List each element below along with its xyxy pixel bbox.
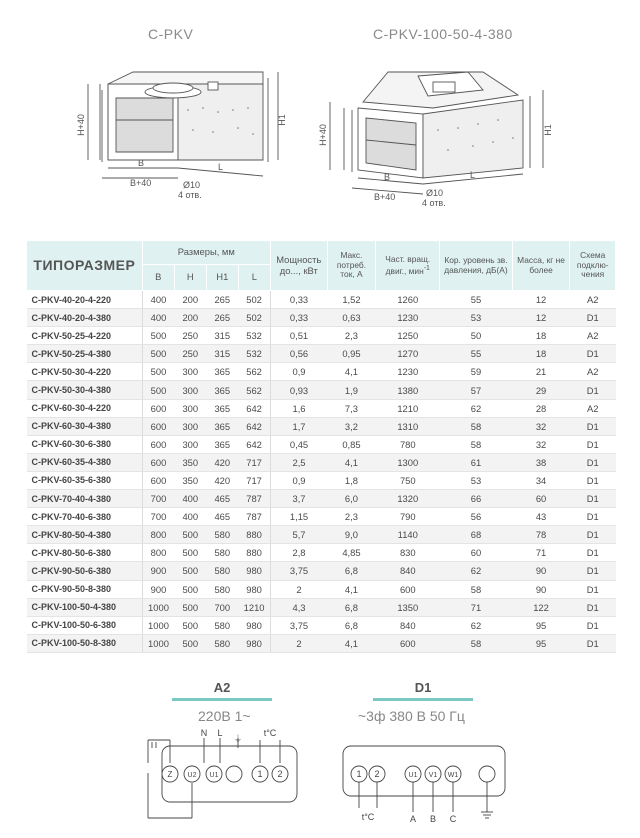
cell-h1: 580 (206, 562, 238, 580)
table-row (27, 363, 616, 381)
cell-rpm: 1230 (376, 363, 440, 381)
cell-h: 500 (174, 544, 206, 562)
dim-h1-right: H1 (543, 124, 553, 136)
cell-h1: 580 (206, 616, 238, 634)
cell-model: C-PKV-40-20-4-220 (27, 291, 143, 309)
cell-b: 600 (142, 399, 174, 417)
cell-h: 500 (174, 580, 206, 598)
cell-scheme: D1 (570, 616, 616, 634)
scheme-label-d1: D1 (373, 680, 473, 701)
cell-l: 880 (238, 544, 270, 562)
cell-current: 7,3 (327, 399, 376, 417)
cell-scheme: D1 (570, 634, 616, 652)
cell-l: 642 (238, 399, 270, 417)
cell-scheme: D1 (570, 345, 616, 363)
cell-rpm: 840 (376, 616, 440, 634)
wiring-diagram-a2 (130, 728, 310, 833)
cell-mass: 34 (512, 471, 570, 489)
cell-scheme: D1 (570, 508, 616, 526)
d1-pin-1: 1 (356, 769, 362, 779)
cell-mass: 95 (512, 634, 570, 652)
cell-mass: 78 (512, 526, 570, 544)
cell-l: 532 (238, 345, 270, 363)
cell-rpm: 1300 (376, 453, 440, 471)
cell-model: C-PKV-100-50-4-380 (27, 598, 143, 616)
cell-rpm: 1380 (376, 381, 440, 399)
table-row (27, 453, 616, 471)
a2-pin-z: Z (167, 770, 173, 779)
cell-mass: 90 (512, 562, 570, 580)
cell-b: 600 (142, 471, 174, 489)
cell-h1: 580 (206, 580, 238, 598)
dim-b-right: B (384, 172, 391, 182)
cell-l: 980 (238, 634, 270, 652)
cell-power: 4,3 (270, 598, 327, 616)
dim-b40-right: B+40 (374, 192, 396, 202)
cell-power: 0,33 (270, 309, 327, 327)
cell-noise: 57 (440, 381, 512, 399)
cell-noise: 62 (440, 399, 512, 417)
dim-holes-right: 4 отв. (422, 198, 446, 208)
cell-scheme: A2 (570, 399, 616, 417)
cell-rpm: 1270 (376, 345, 440, 363)
cell-b: 1000 (142, 616, 174, 634)
cell-h: 300 (174, 417, 206, 435)
cell-h1: 580 (206, 526, 238, 544)
cell-model: C-PKV-90-50-8-380 (27, 580, 143, 598)
cell-scheme: A2 (570, 291, 616, 309)
cell-h: 500 (174, 616, 206, 634)
cell-h: 300 (174, 363, 206, 381)
cell-current: 6,0 (327, 490, 376, 508)
cell-rpm: 1230 (376, 309, 440, 327)
cell-model: C-PKV-50-25-4-380 (27, 345, 143, 363)
cell-h1: 365 (206, 417, 238, 435)
product-title-left: C-PKV (148, 26, 194, 42)
table-row (27, 417, 616, 435)
cell-h1: 420 (206, 453, 238, 471)
dim-b40: B+40 (130, 178, 152, 188)
cell-current: 1,52 (327, 291, 376, 309)
cell-power: 0,45 (270, 435, 327, 453)
cell-l: 502 (238, 309, 270, 327)
cell-power: 3,75 (270, 562, 327, 580)
cell-model: C-PKV-70-40-4-380 (27, 490, 143, 508)
d1-pin-v1: V1 (428, 772, 438, 779)
table-row (27, 327, 616, 345)
cell-power: 2 (270, 634, 327, 652)
spec-table-body (27, 291, 616, 653)
cell-current: 3,2 (327, 417, 376, 435)
cell-scheme: A2 (570, 327, 616, 345)
cell-power: 2,8 (270, 544, 327, 562)
cell-current: 0,85 (327, 435, 376, 453)
a2-pin-1: 1 (257, 769, 263, 779)
cell-mass: 28 (512, 399, 570, 417)
cell-noise: 59 (440, 363, 512, 381)
cell-current: 4,85 (327, 544, 376, 562)
table-row (27, 291, 616, 309)
cell-noise: 60 (440, 544, 512, 562)
cell-model: C-PKV-50-30-4-380 (27, 381, 143, 399)
dim-l-right: L (470, 170, 476, 180)
header-rpm-text: Част. вращ. двиг., мин (385, 253, 431, 276)
cell-l: 532 (238, 327, 270, 345)
cell-h: 250 (174, 345, 206, 363)
cell-power: 2,5 (270, 453, 327, 471)
cell-power: 0,56 (270, 345, 327, 363)
cell-h: 300 (174, 435, 206, 453)
cell-current: 2,3 (327, 508, 376, 526)
cell-h: 200 (174, 309, 206, 327)
cell-b: 800 (142, 544, 174, 562)
header-model: ТИПОРАЗМЕР (27, 241, 143, 291)
dim-l: L (218, 162, 224, 172)
cell-h1: 265 (206, 291, 238, 309)
cell-scheme: D1 (570, 453, 616, 471)
cell-rpm: 1140 (376, 526, 440, 544)
cell-power: 0,51 (270, 327, 327, 345)
cell-current: 2,3 (327, 327, 376, 345)
cell-b: 1000 (142, 598, 174, 616)
d1-bottom-temp: t°C (361, 812, 375, 822)
header-h1: H1 (206, 265, 238, 291)
cell-mass: 95 (512, 616, 570, 634)
cell-b: 600 (142, 435, 174, 453)
cell-noise: 71 (440, 598, 512, 616)
cell-b: 600 (142, 417, 174, 435)
cell-rpm: 1310 (376, 417, 440, 435)
header-h: H (174, 265, 206, 291)
table-row (27, 381, 616, 399)
spec-table (26, 240, 616, 653)
cell-rpm: 830 (376, 544, 440, 562)
cell-mass: 12 (512, 291, 570, 309)
table-row (27, 345, 616, 363)
header-power: Мощность до..., кВт (270, 241, 327, 291)
cell-mass: 90 (512, 580, 570, 598)
cell-l: 1210 (238, 598, 270, 616)
cell-noise: 53 (440, 471, 512, 489)
product-title-right: C-PKV-100-50-4-380 (373, 26, 513, 42)
cell-rpm: 840 (376, 562, 440, 580)
cell-noise: 55 (440, 345, 512, 363)
cell-power: 0,33 (270, 291, 327, 309)
cell-current: 1,9 (327, 381, 376, 399)
table-row (27, 598, 616, 616)
cell-l: 787 (238, 490, 270, 508)
d1-bottom-b: B (429, 814, 437, 824)
table-row (27, 471, 616, 489)
duct-fan-drawing-right (318, 50, 558, 210)
d1-pin-u1: U1 (408, 772, 418, 779)
table-row (27, 309, 616, 327)
cell-rpm: 1350 (376, 598, 440, 616)
cell-h: 500 (174, 562, 206, 580)
cell-mass: 12 (512, 309, 570, 327)
cell-model: C-PKV-70-40-6-380 (27, 508, 143, 526)
cell-scheme: D1 (570, 435, 616, 453)
cell-power: 1,7 (270, 417, 327, 435)
cell-model: C-PKV-40-20-4-380 (27, 309, 143, 327)
cell-model: C-PKV-60-35-4-380 (27, 453, 143, 471)
cell-b: 500 (142, 381, 174, 399)
a2-terminal-l: L (217, 728, 223, 738)
cell-l: 562 (238, 363, 270, 381)
header-sizes: Размеры, мм (142, 241, 270, 265)
header-mass: Масса, кг не более (512, 241, 570, 291)
cell-mass: 71 (512, 544, 570, 562)
dim-h40: H+40 (76, 114, 86, 136)
cell-model: C-PKV-100-50-6-380 (27, 616, 143, 634)
cell-current: 6,8 (327, 616, 376, 634)
d1-pin-2: 2 (374, 769, 380, 779)
cell-b: 700 (142, 508, 174, 526)
cell-mass: 29 (512, 381, 570, 399)
cell-current: 4,1 (327, 580, 376, 598)
cell-l: 642 (238, 435, 270, 453)
cell-power: 1,6 (270, 399, 327, 417)
cell-h1: 580 (206, 634, 238, 652)
table-row (27, 490, 616, 508)
d1-bottom-a: A (409, 814, 417, 824)
a2-terminal-n: N (200, 728, 208, 738)
cell-noise: 58 (440, 580, 512, 598)
dim-b: B (138, 158, 145, 168)
cell-l: 880 (238, 526, 270, 544)
supply-a2: 220В 1~ (198, 708, 251, 724)
cell-rpm: 1250 (376, 327, 440, 345)
cell-b: 800 (142, 526, 174, 544)
cell-h: 350 (174, 471, 206, 489)
cell-h1: 315 (206, 345, 238, 363)
cell-h1: 420 (206, 471, 238, 489)
cell-h: 400 (174, 490, 206, 508)
a2-pin-u1: U1 (209, 772, 219, 779)
cell-mass: 43 (512, 508, 570, 526)
header-rpm (376, 241, 440, 291)
cell-scheme: A2 (570, 363, 616, 381)
cell-noise: 50 (440, 327, 512, 345)
cell-scheme: D1 (570, 490, 616, 508)
cell-rpm: 1320 (376, 490, 440, 508)
cell-scheme: D1 (570, 562, 616, 580)
dim-holes: 4 отв. (178, 190, 202, 200)
cell-power: 0,93 (270, 381, 327, 399)
duct-fan-drawing-left (78, 50, 288, 202)
table-row (27, 508, 616, 526)
cell-h1: 700 (206, 598, 238, 616)
dim-h40-right: H+40 (318, 124, 328, 146)
cell-noise: 61 (440, 453, 512, 471)
cell-rpm: 790 (376, 508, 440, 526)
cell-rpm: 600 (376, 634, 440, 652)
cell-h1: 365 (206, 381, 238, 399)
cell-b: 600 (142, 453, 174, 471)
scheme-label-a2: A2 (172, 680, 272, 701)
cell-l: 642 (238, 417, 270, 435)
cell-mass: 32 (512, 417, 570, 435)
cell-scheme: D1 (570, 417, 616, 435)
cell-model: C-PKV-90-50-6-380 (27, 562, 143, 580)
header-b: B (142, 265, 174, 291)
cell-current: 9,0 (327, 526, 376, 544)
a2-pin-2: 2 (277, 769, 283, 779)
cell-noise: 56 (440, 508, 512, 526)
cell-scheme: D1 (570, 309, 616, 327)
cell-mass: 18 (512, 327, 570, 345)
cell-current: 4,1 (327, 453, 376, 471)
header-noise: Кор. уровень зв. давления, дБ(А) (440, 241, 512, 291)
cell-h: 400 (174, 508, 206, 526)
cell-mass: 18 (512, 345, 570, 363)
cell-mass: 38 (512, 453, 570, 471)
cell-current: 4,1 (327, 634, 376, 652)
a2-pin-u2: U2 (187, 772, 197, 779)
cell-model: C-PKV-100-50-8-380 (27, 634, 143, 652)
cell-noise: 55 (440, 291, 512, 309)
cell-l: 562 (238, 381, 270, 399)
table-row (27, 616, 616, 634)
cell-current: 1,8 (327, 471, 376, 489)
table-row (27, 562, 616, 580)
cell-h: 500 (174, 598, 206, 616)
a2-terminal-ground: ⏚ (233, 734, 243, 744)
table-row (27, 526, 616, 544)
cell-b: 500 (142, 345, 174, 363)
cell-current: 6,8 (327, 562, 376, 580)
cell-mass: 32 (512, 435, 570, 453)
cell-b: 400 (142, 291, 174, 309)
cell-h1: 365 (206, 363, 238, 381)
d1-bottom-c: C (449, 814, 457, 824)
cell-l: 787 (238, 508, 270, 526)
cell-rpm: 1260 (376, 291, 440, 309)
supply-d1: ~3ф 380 В 50 Гц (358, 708, 465, 724)
cell-b: 1000 (142, 634, 174, 652)
cell-scheme: D1 (570, 598, 616, 616)
cell-scheme: D1 (570, 526, 616, 544)
cell-b: 700 (142, 490, 174, 508)
cell-noise: 66 (440, 490, 512, 508)
dim-h1: H1 (277, 114, 287, 126)
cell-l: 980 (238, 616, 270, 634)
cell-rpm: 780 (376, 435, 440, 453)
cell-h: 500 (174, 526, 206, 544)
cell-h1: 465 (206, 508, 238, 526)
cell-b: 900 (142, 562, 174, 580)
cell-mass: 122 (512, 598, 570, 616)
cell-h1: 465 (206, 490, 238, 508)
dim-hole-right: Ø10 (426, 188, 444, 198)
header-scheme: Схема подклю-чения (570, 241, 616, 291)
cell-noise: 68 (440, 526, 512, 544)
cell-noise: 58 (440, 435, 512, 453)
cell-b: 500 (142, 327, 174, 345)
cell-power: 0,9 (270, 363, 327, 381)
table-row (27, 399, 616, 417)
cell-model: C-PKV-60-30-4-380 (27, 417, 143, 435)
cell-rpm: 600 (376, 580, 440, 598)
table-row (27, 580, 616, 598)
cell-noise: 58 (440, 417, 512, 435)
cell-l: 717 (238, 471, 270, 489)
cell-scheme: D1 (570, 544, 616, 562)
cell-power: 5,7 (270, 526, 327, 544)
cell-current: 6,8 (327, 598, 376, 616)
cell-model: C-PKV-80-50-4-380 (27, 526, 143, 544)
cell-scheme: D1 (570, 471, 616, 489)
cell-h: 250 (174, 327, 206, 345)
cell-current: 4,1 (327, 363, 376, 381)
cell-h1: 265 (206, 309, 238, 327)
cell-scheme: D1 (570, 580, 616, 598)
cell-mass: 60 (512, 490, 570, 508)
cell-noise: 53 (440, 309, 512, 327)
cell-l: 980 (238, 580, 270, 598)
cell-mass: 21 (512, 363, 570, 381)
header-rpm-sup: -1 (423, 264, 430, 272)
cell-power: 3,75 (270, 616, 327, 634)
cell-rpm: 1210 (376, 399, 440, 417)
table-row (27, 634, 616, 652)
cell-current: 0,95 (327, 345, 376, 363)
cell-l: 980 (238, 562, 270, 580)
cell-noise: 58 (440, 634, 512, 652)
cell-h: 200 (174, 291, 206, 309)
wiring-diagram-d1 (335, 728, 515, 833)
cell-h: 300 (174, 381, 206, 399)
cell-l: 502 (238, 291, 270, 309)
cell-model: C-PKV-50-25-4-220 (27, 327, 143, 345)
cell-h: 300 (174, 399, 206, 417)
header-current: Макс. потреб. ток, А (327, 241, 376, 291)
cell-b: 400 (142, 309, 174, 327)
table-row (27, 544, 616, 562)
cell-h1: 365 (206, 435, 238, 453)
cell-l: 717 (238, 453, 270, 471)
dim-hole: Ø10 (183, 180, 201, 190)
a2-terminal-temp: t°C (263, 728, 277, 738)
cell-power: 1,15 (270, 508, 327, 526)
cell-model: C-PKV-60-30-6-380 (27, 435, 143, 453)
cell-model: C-PKV-50-30-4-220 (27, 363, 143, 381)
cell-rpm: 750 (376, 471, 440, 489)
cell-power: 2 (270, 580, 327, 598)
cell-model: C-PKV-60-35-6-380 (27, 471, 143, 489)
cell-b: 900 (142, 580, 174, 598)
cell-h: 500 (174, 634, 206, 652)
cell-h: 350 (174, 453, 206, 471)
cell-power: 3,7 (270, 490, 327, 508)
cell-model: C-PKV-60-30-4-220 (27, 399, 143, 417)
cell-noise: 62 (440, 616, 512, 634)
cell-h1: 315 (206, 327, 238, 345)
cell-b: 500 (142, 363, 174, 381)
header-l: L (238, 265, 270, 291)
cell-h1: 365 (206, 399, 238, 417)
d1-pin-w1: W1 (447, 772, 459, 779)
cell-current: 0,63 (327, 309, 376, 327)
cell-power: 0,9 (270, 471, 327, 489)
cell-scheme: D1 (570, 381, 616, 399)
table-row (27, 435, 616, 453)
cell-model: C-PKV-80-50-6-380 (27, 544, 143, 562)
cell-noise: 62 (440, 562, 512, 580)
cell-h1: 580 (206, 544, 238, 562)
